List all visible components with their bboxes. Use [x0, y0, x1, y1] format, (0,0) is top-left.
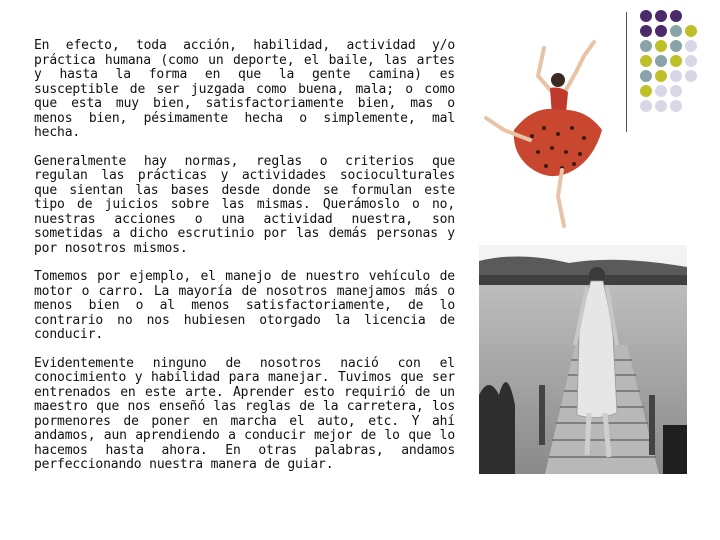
decor-dot — [685, 70, 697, 82]
decor-dot — [670, 25, 682, 37]
decor-dot — [670, 100, 682, 112]
decor-dot — [655, 10, 667, 22]
decor-dot — [640, 25, 652, 37]
decor-dot — [655, 100, 667, 112]
paragraph-3: Tomemos por ejemplo, el manejo de nuestro vehículo de motor o carro. La mayoría de nosotros manejamos más o menos bien o al menos satisfactoriamente, de lo contrario no nos hubiesen otorgado la licencia de conducir. — [34, 269, 455, 342]
decor-dot — [685, 25, 697, 37]
decor-dot — [685, 55, 697, 67]
paragraph-1: En efecto, toda acción, habilidad, actividad y/o práctica humana (como un deporte, el baile, las artes y hasta la forma en que la gente camina) es susceptible de ser juzgada como buena, mala; o como que esta muy bien, satisfactoriamente bien, mas o menos bien, pésimamente hecha o simplemente, mal hecha. — [34, 38, 455, 140]
decor-dot — [640, 85, 652, 97]
dot-grid-decoration — [640, 10, 720, 130]
decor-dot — [670, 85, 682, 97]
decor-dot — [655, 85, 667, 97]
text-column — [34, 39, 455, 487]
paragraph-4: Evidentemente ninguno de nosotros nació con el conocimiento y habilidad para manejar. Tuvimos que ser entrenados en este arte. Aprender esto requirió de un maestro que nos enseñó las reglas de la carretera, los pormenores de poner en marcha el auto, etc. Y ahí andamos, aun aprendiendo a conducir mejor de lo que lo hacemos hasta ahora. En otras palabras, andamos perfeccionando nuestra manera de guiar. — [34, 355, 455, 472]
decor-dot — [655, 70, 667, 82]
paragraph-2: Generalmente hay normas, reglas o criterios que regulan las prácticas y actividades socioculturales que sientan las bases desde donde se formulan este tipo de juicios sobre las mismas. Querámoslo o no, nuestras acciones o una actividad nuestra, son sometidas a dicho escrutinio por las demás personas y por nosotros mismos. — [34, 153, 455, 256]
decor-dot — [640, 70, 652, 82]
ballerina-photo — [474, 34, 624, 234]
decor-dot — [685, 40, 697, 52]
decor-dot — [655, 55, 667, 67]
decor-dot — [670, 55, 682, 67]
decor-dot — [670, 40, 682, 52]
decor-dot — [655, 40, 667, 52]
woman-on-dock-photo — [479, 245, 687, 474]
decor-dot — [640, 100, 652, 112]
decor-dot — [670, 70, 682, 82]
decor-dot — [640, 10, 652, 22]
divider-line — [626, 12, 627, 132]
decor-dot — [640, 40, 652, 52]
decor-dot — [670, 10, 682, 22]
decor-dot — [640, 55, 652, 67]
decor-dot — [655, 25, 667, 37]
